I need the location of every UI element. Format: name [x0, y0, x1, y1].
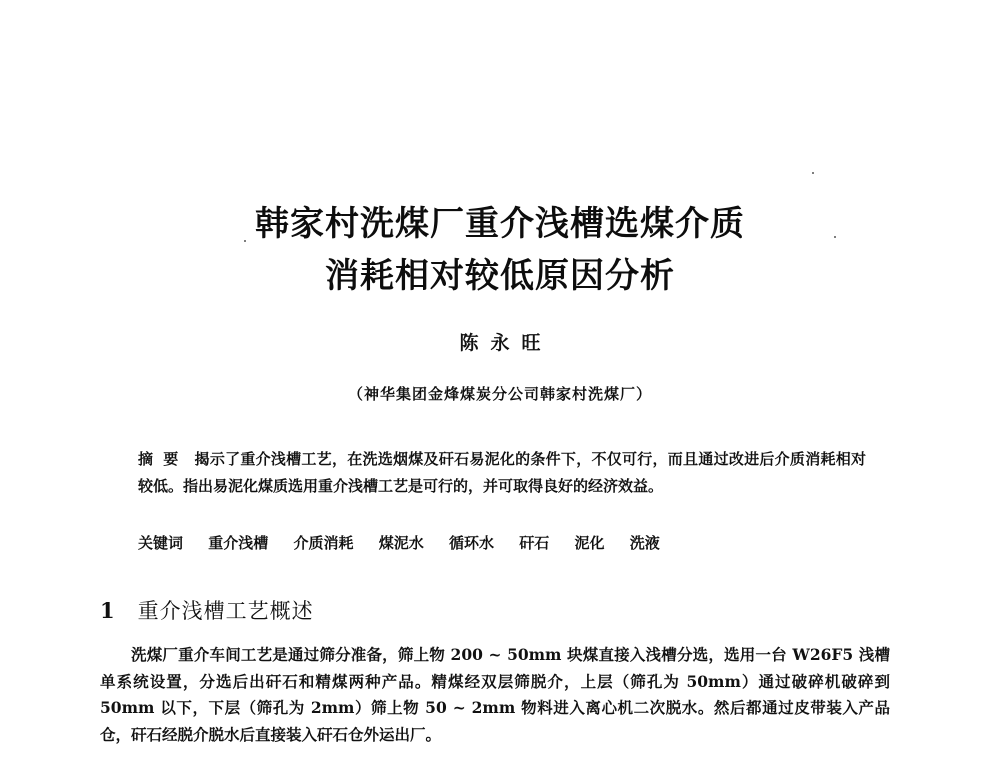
paper-title-line-2: 消耗相对较低原因分析 [325, 256, 675, 296]
keyword: 矸石 [519, 534, 550, 552]
keyword: 重介浅槽 [208, 534, 269, 552]
keyword: 煤泥水 [378, 534, 424, 552]
scan-speck [244, 240, 246, 242]
section-paragraph: 洗煤厂重介车间工艺是通过筛分准备，筛上物 200 ~ 50mm 块煤直接入浅槽分选，选用一台 W26F5 浅槽单系统设置，分选后出矸石和精煤两种产品。精煤经双层筛脱介，上层（筛孔为 50mm）通过破碎机破碎到 50mm 以下，下层（筛孔为 2mm）筛上物 50 ~ 2mm 物料进入离心机二次脱水。然后都通过皮带装入产品仓，矸石经脱介脱水后直接装入矸石仓外运出厂。 [100, 645, 890, 744]
paper-title-line-1: 韩家村洗煤厂重介浅槽选煤介质 [255, 204, 745, 244]
section-heading [100, 596, 314, 626]
scan-speck [812, 172, 814, 174]
section-title: 重介浅槽工艺概述 [137, 599, 314, 623]
scan-speck [834, 236, 836, 238]
keyword: 循环水 [449, 534, 495, 552]
section-number: 1 [100, 598, 116, 623]
keywords [138, 531, 866, 555]
keywords-label: 关键词 [138, 534, 184, 552]
keyword: 泥化 [574, 534, 605, 552]
abstract-label: 摘要 [138, 450, 189, 468]
author-name: 陈永旺 [459, 332, 553, 354]
abstract-text: 揭示了重介浅槽工艺，在洗选烟煤及矸石易泥化的条件下，不仅可行，而且通过改进后介质消耗相对较低。指出易泥化煤质选用重介浅槽工艺是可行的，并可取得良好的经济效益。 [138, 450, 866, 495]
keyword: 洗液 [629, 534, 660, 552]
abstract [138, 446, 866, 500]
author-affiliation: （神华集团金烽煤炭分公司韩家村洗煤厂） [347, 385, 652, 403]
keyword: 介质消耗 [293, 534, 354, 552]
